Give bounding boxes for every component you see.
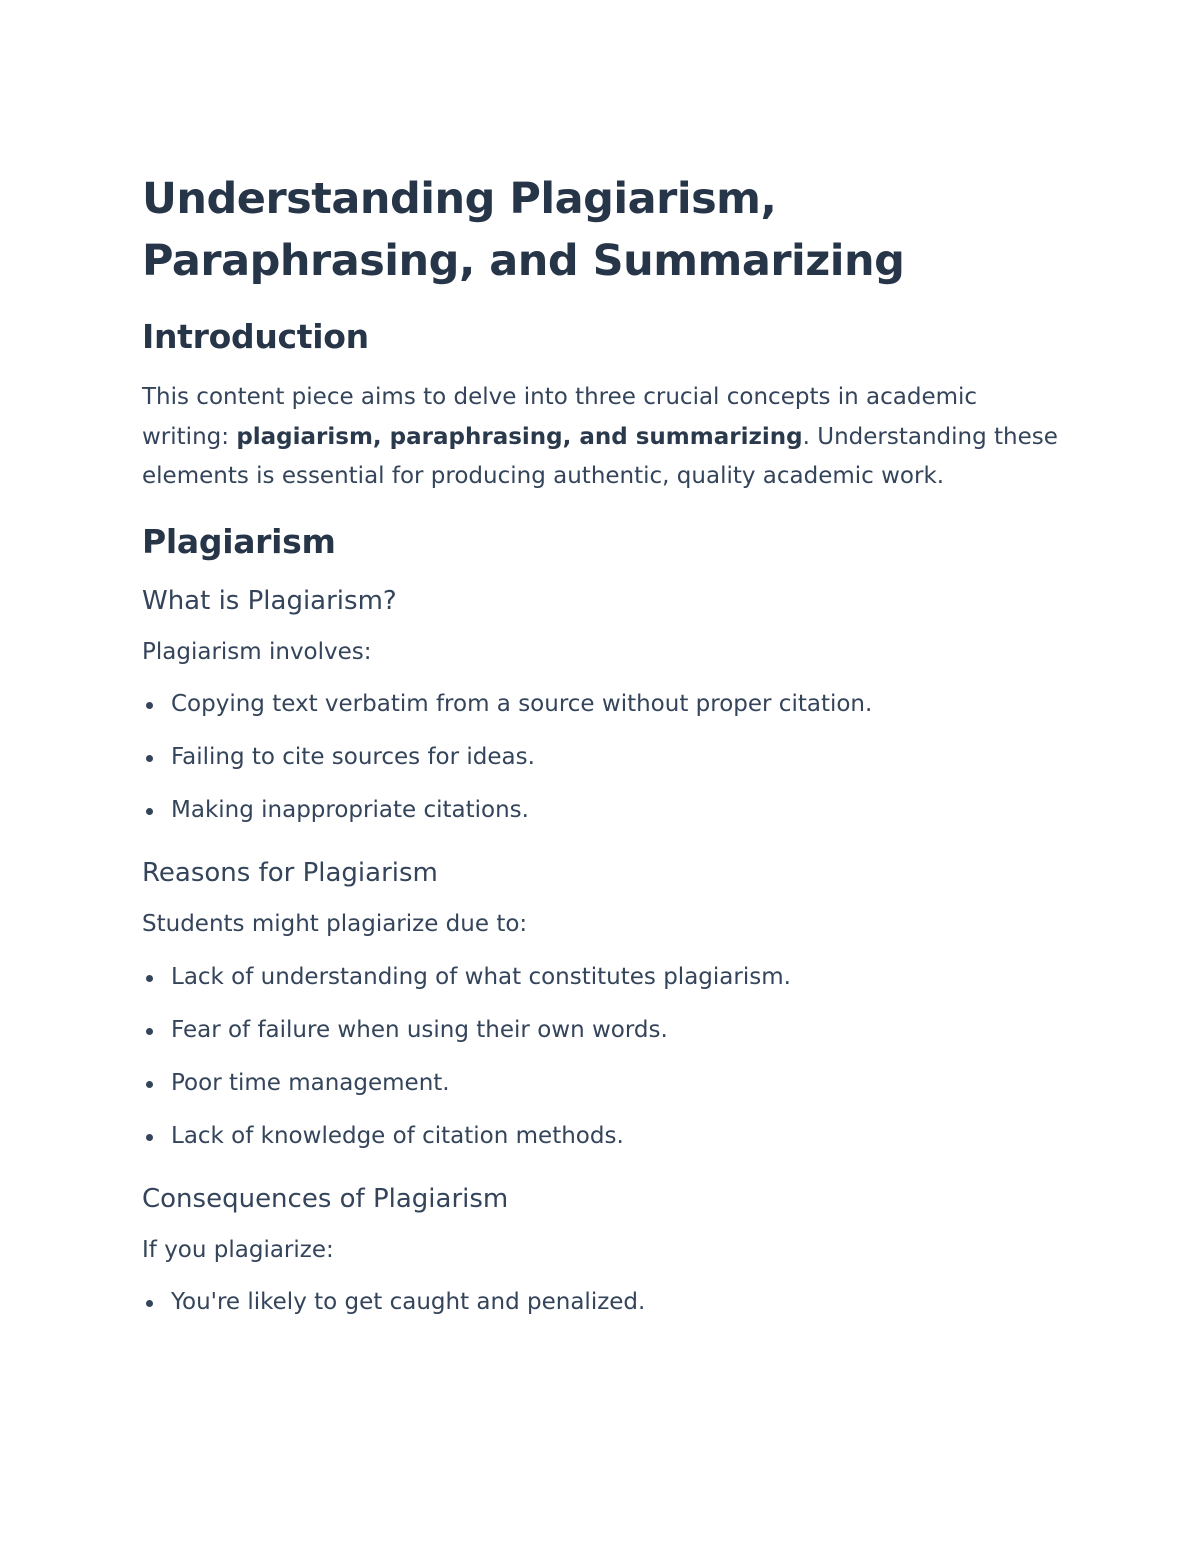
list-item bbox=[142, 731, 1062, 784]
bullet-icon bbox=[146, 1028, 153, 1035]
intro-text-before: This content piece aims to delve into three crucial concepts in academic writing: bbox=[142, 384, 978, 450]
consequences-heading: Consequences of Plagiarism bbox=[142, 1183, 509, 1214]
reasons-lead: Students might plagiarize due to: bbox=[142, 911, 528, 937]
bullet-icon bbox=[146, 1081, 153, 1088]
title-line-2: Paraphrasing, and Summarizing bbox=[142, 236, 905, 286]
list-item bbox=[142, 1110, 1062, 1163]
bullet-icon bbox=[146, 1300, 153, 1307]
document-title bbox=[142, 168, 1062, 292]
what-is-plagiarism-heading: What is Plagiarism? bbox=[142, 585, 397, 616]
list-item bbox=[142, 1276, 1062, 1329]
bullet-icon bbox=[146, 975, 153, 982]
consequences-list bbox=[142, 1276, 1062, 1329]
what-is-plagiarism-lead: Plagiarism involves: bbox=[142, 638, 372, 665]
introduction-heading: Introduction bbox=[142, 317, 369, 356]
reasons-heading: Reasons for Plagiarism bbox=[142, 858, 438, 888]
list-item-text: Failing to cite sources for ideas. bbox=[171, 744, 535, 770]
bullet-icon bbox=[146, 1134, 153, 1141]
title-line-1: Understanding Plagiarism, bbox=[142, 174, 777, 224]
bullet-icon bbox=[146, 808, 153, 815]
bullet-icon bbox=[146, 702, 153, 709]
consequences-lead: If you plagiarize: bbox=[142, 1236, 334, 1263]
list-item bbox=[142, 951, 1062, 1004]
list-item bbox=[142, 784, 1062, 837]
reasons-list bbox=[142, 951, 1062, 1163]
list-item-text: You're likely to get caught and penalized. bbox=[171, 1289, 646, 1315]
bullet-icon bbox=[146, 755, 153, 762]
document-page bbox=[142, 168, 1062, 1329]
intro-bold-text: plagiarism, paraphrasing, and summarizing bbox=[236, 423, 803, 450]
list-item-text: Poor time management. bbox=[171, 1069, 450, 1096]
list-item bbox=[142, 678, 1062, 731]
introduction-paragraph bbox=[142, 378, 1062, 497]
what-is-plagiarism-list bbox=[142, 678, 1062, 837]
list-item-text: Making inappropriate citations. bbox=[171, 797, 529, 823]
list-item bbox=[142, 1057, 1062, 1110]
list-item-text: Copying text verbatim from a source without proper citation. bbox=[171, 691, 873, 717]
list-item-text: Fear of failure when using their own words. bbox=[171, 1016, 668, 1043]
intro-text-after: . Understanding these elements is essential for producing authentic, quality academic work. bbox=[142, 423, 1058, 489]
list-item-text: Lack of understanding of what constitutes plagiarism. bbox=[171, 963, 791, 990]
list-item bbox=[142, 1004, 1062, 1057]
plagiarism-heading: Plagiarism bbox=[142, 521, 336, 561]
list-item-text: Lack of knowledge of citation methods. bbox=[171, 1122, 624, 1149]
